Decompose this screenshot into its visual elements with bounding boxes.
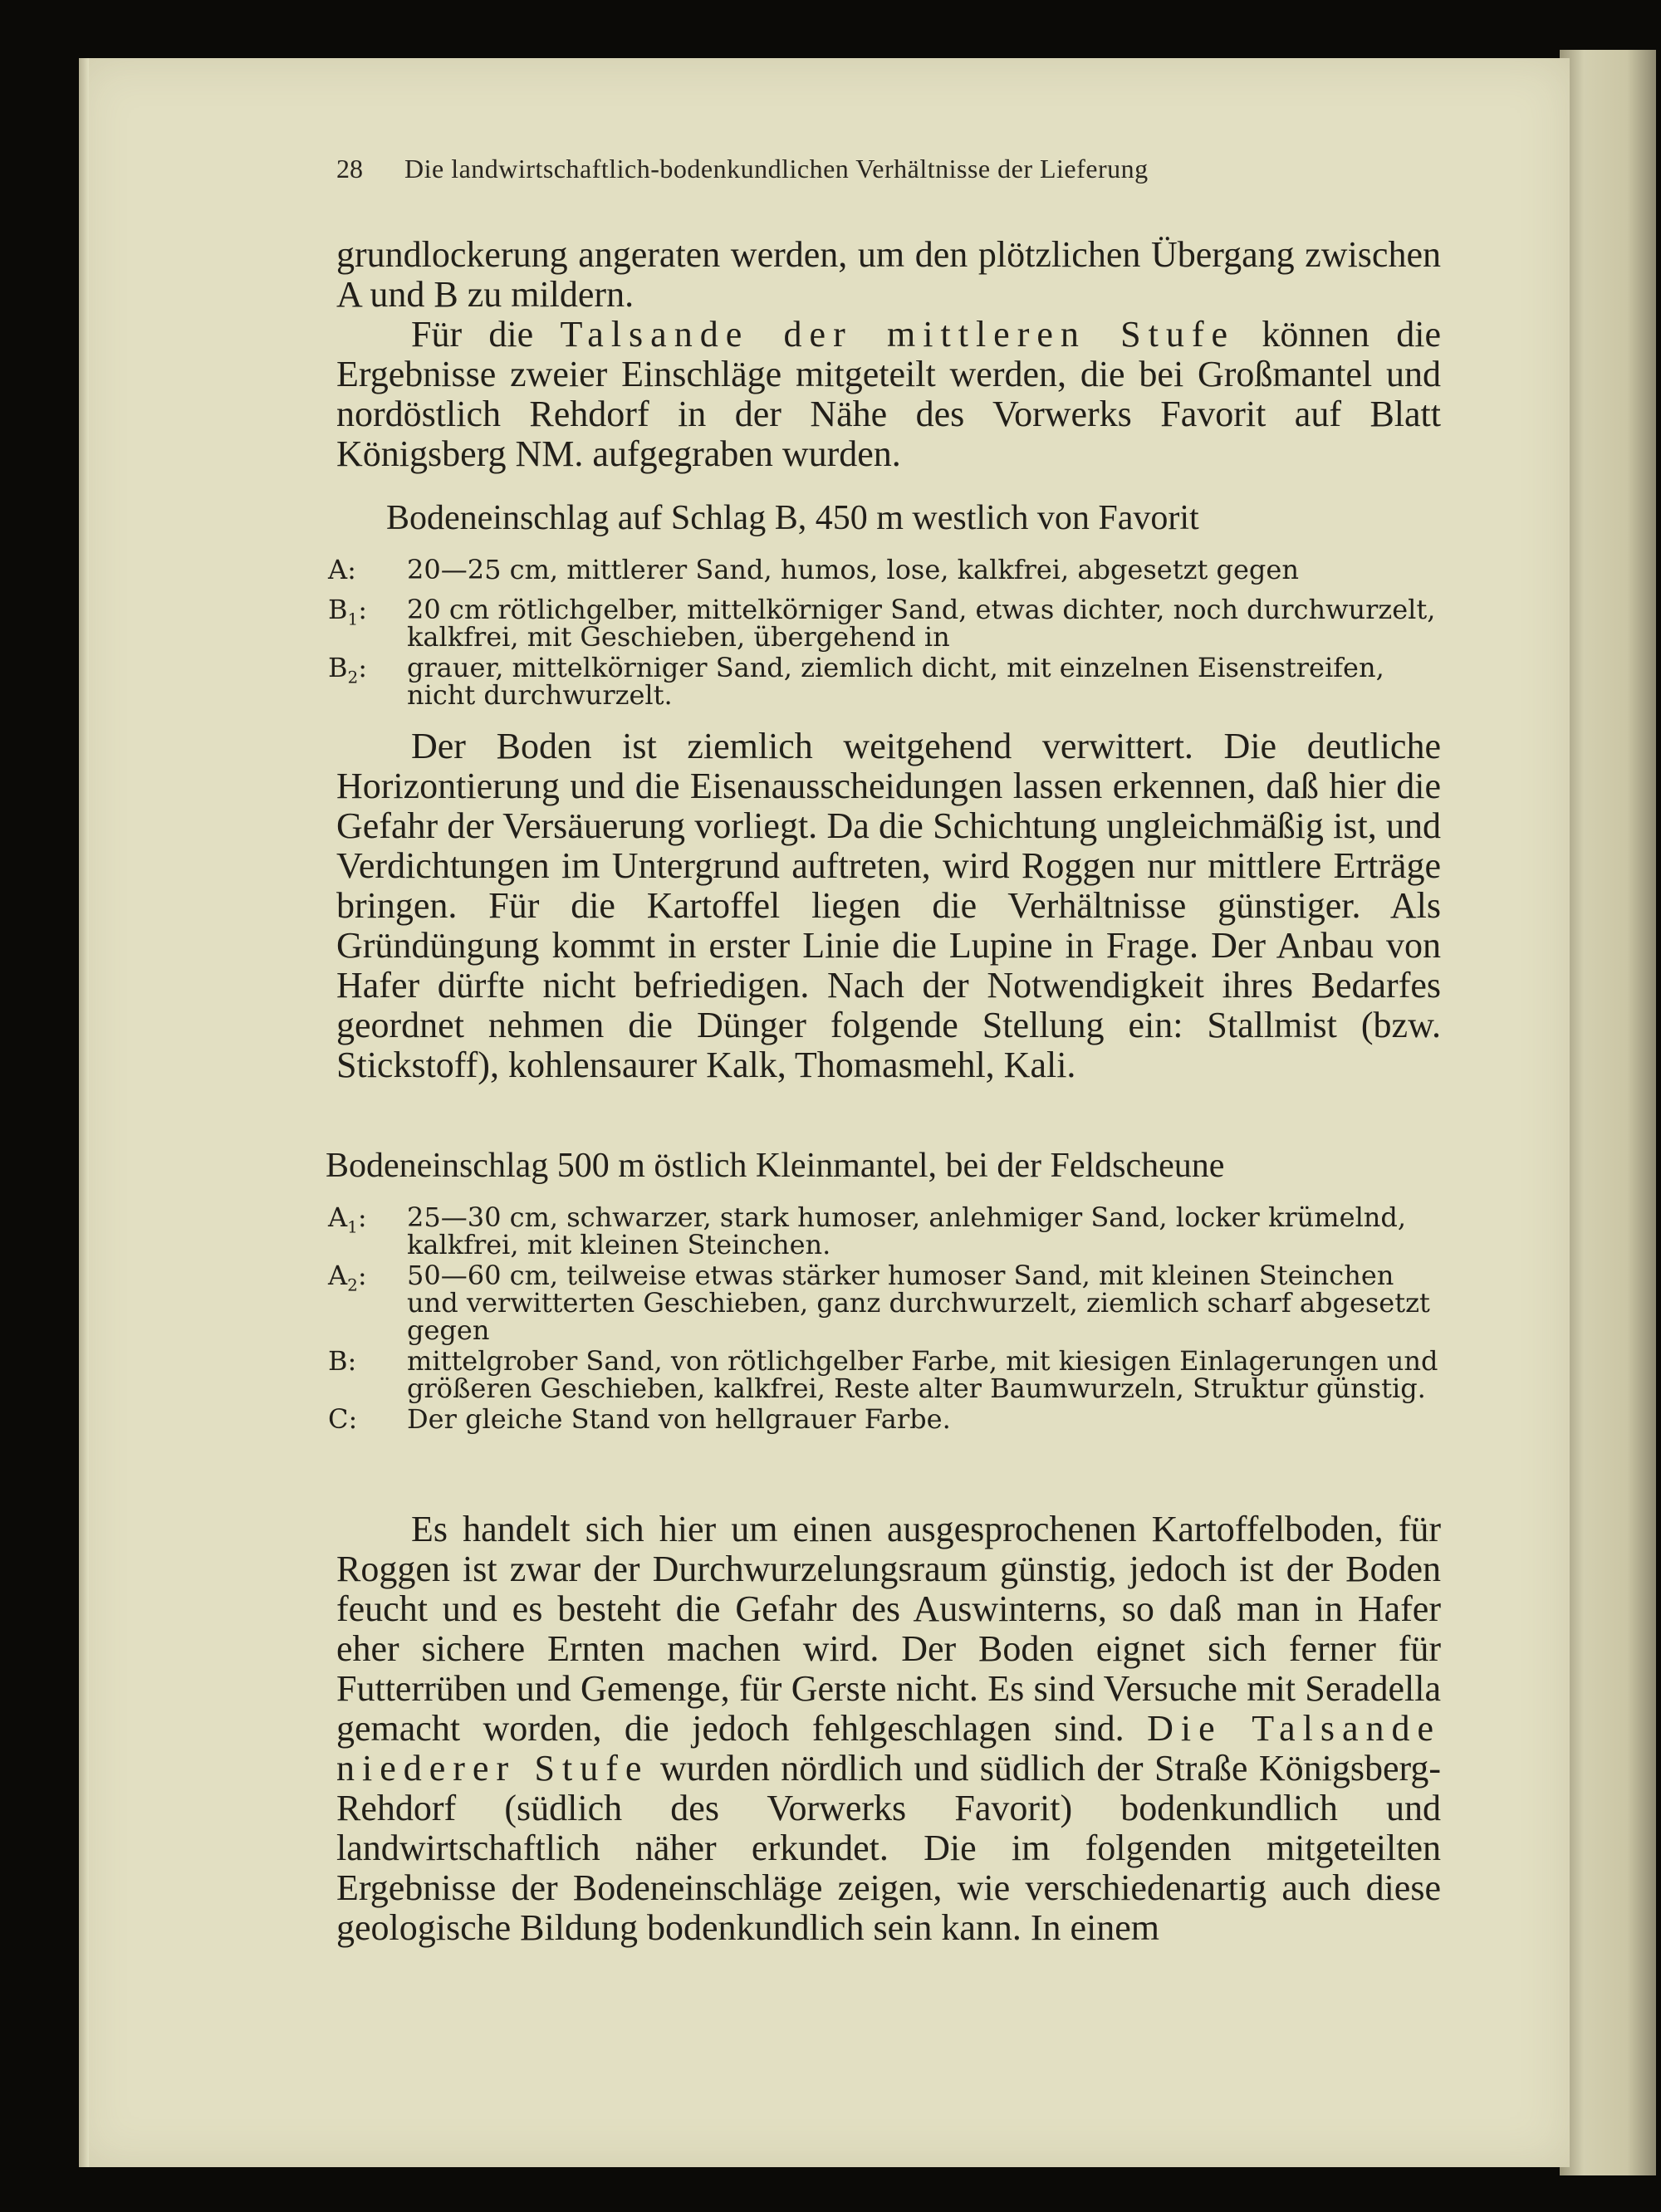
paragraph-4-end: wurden nördlich und südlich der Straße Königsberg-Rehdorf (südlich des Vorwerks Favorit) bodenkundlich und landwirtschaftlich näher erkundet. Die im folgenden mitgeteilten Ergebnisse der Bodeneinschläge zeigen, wie verschiedenartig auch diese geologische Bildung bodenkundlich sein kann. In einem — [336, 1748, 1441, 1948]
profile-entry — [328, 556, 1445, 593]
horizon-label: $A_1$: — [328, 1201, 367, 1237]
profile-entry — [328, 1262, 1445, 1344]
profile-entry — [328, 652, 1445, 712]
page-number: 28 — [336, 154, 363, 184]
horizon-description: Der gleiche Stand von hellgrauer Farbe. — [407, 1403, 951, 1435]
paragraph-4 — [336, 1510, 1441, 1948]
horizon-label: $B_2$: — [328, 652, 368, 688]
horizon-description: 20 cm rötlichgelber, mittelkörniger Sand, etwas dichter, noch durchwurzelt, kalkfrei, mit Geschieben, übergehend in — [407, 594, 1436, 653]
profile-1-entries — [328, 556, 1445, 712]
paragraph-2-emphasis: Talsande der mittleren Stufe — [560, 314, 1236, 355]
profile-2-title: Bodeneinschlag 500 m östlich Kleinmantel, bei der Feldscheune — [326, 1147, 1225, 1185]
running-header — [336, 154, 1433, 184]
paragraph-4-emphasis: Die Talsande niederer Stufe — [336, 1708, 1442, 1789]
paragraph-2-start: Für die — [411, 314, 561, 355]
horizon-label: $B_1$: — [328, 594, 368, 629]
profile-entry — [328, 596, 1445, 651]
profile-1-title: Bodeneinschlag auf Schlag B, 450 m westlich von Favorit — [386, 499, 1199, 537]
profile-entry — [328, 1403, 1445, 1442]
paragraph-1: grundlockerung angeraten werden, um den plötzlichen Übergang zwischen A und B zu mildern. — [336, 234, 1441, 315]
horizon-label: C: — [328, 1403, 358, 1435]
paragraph-2-end: können die Ergebnisse zweier Einschläge mitgeteilt werden, die bei Großmantel und nordöstlich Rehdorf in der Nähe des Vorwerks Favorit auf Blatt Königsberg NM. aufgegraben wurden. — [336, 314, 1441, 474]
horizon-description: mittelgrober Sand, von rötlichgelber Farbe, mit kiesigen Einlagerungen und größeren Geschieben, kalkfrei, Reste alter Baumwurzeln, Struktur günstig. — [407, 1345, 1438, 1404]
horizon-description: 25—30 cm, schwarzer, stark humoser, anlehmiger Sand, locker krümelnd, kalkfrei, mit kleinen Steinchen. — [407, 1201, 1407, 1260]
horizon-label: A: — [328, 554, 356, 585]
paragraph-4-start: Es handelt sich hier um einen ausgesprochenen Kartoffelboden, für Roggen ist zwar der Durchwurzelungsraum günstig, jedoch ist der Boden feucht und es besteht die Gefahr des Auswinterns, so daß man in Hafer eher sichere Ernten machen wird. Der Boden eignet sich ferner für Futterrüben und Gemenge, für Gerste nicht. Es sind Versuche mit Seradella gemacht worden, die jedoch fehlgeschlagen sind. — [336, 1509, 1441, 1749]
adjacent-page-edge — [1560, 50, 1656, 2175]
profile-2-entries — [328, 1201, 1445, 1446]
paragraph-2 — [336, 315, 1441, 474]
profile-entry — [328, 1201, 1445, 1260]
running-title: Die landwirtschaftlich-bodenkundlichen Verhältnisse der Lieferung — [404, 154, 1149, 184]
page-gutter-shadow — [79, 58, 89, 2167]
paragraph-3: Der Boden ist ziemlich weitgehend verwittert. Die deutliche Horizontierung und die Eisenausscheidungen lassen erkennen, daß hier die Gefahr der Versäuerung vorliegt. Da die Schichtung ungleichmäßig ist, und Verdichtungen im Untergrund auftreten, wird Roggen nur mittlere Erträge bringen. Für die Kartoffel liegen die Verhältnisse günstiger. Als Gründüngung kommt in erster Linie die Lupine in Frage. Der Anbau von Hafer dürfte nicht befriedigen. Nach der Notwendigkeit ihres Bedarfes geordnet nehmen die Dünger folgende Stellung ein: Stallmist (bzw. Stickstoff), kohlensaurer Kalk, Thomasmehl, Kali. — [336, 726, 1441, 1085]
horizon-label: $A_2$: — [328, 1260, 367, 1295]
horizon-label: B: — [328, 1345, 357, 1377]
profile-entry — [328, 1345, 1445, 1404]
horizon-description: 50—60 cm, teilweise etwas stärker humoser Sand, mit kleinen Steinchen und verwitterten Geschieben, ganz durchwurzelt, ziemlich scharf abgesetzt gegen — [407, 1260, 1430, 1346]
horizon-description: 20—25 cm, mittlerer Sand, humos, lose, kalkfrei, abgesetzt gegen — [407, 554, 1299, 585]
horizon-description: grauer, mittelkörniger Sand, ziemlich dicht, mit einzelnen Eisenstreifen, nicht durchwurzelt. — [407, 652, 1384, 712]
